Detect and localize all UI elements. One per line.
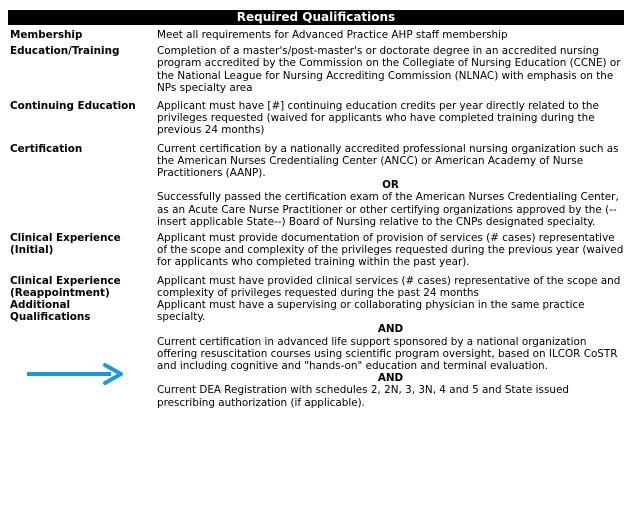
row-text: Applicant must have [#] continuing education credits per year directly related to the privileges requested (waived for applicants who have completed training during the previous 24 months) [157, 100, 599, 137]
row-text: Applicant must have provided clinical services (# cases) representative of the scope and complexity of privileges requested during the past 24 months [157, 274, 621, 299]
row-membership [8, 29, 624, 41]
row-certification [8, 143, 624, 228]
row-label: Continuing Education [10, 100, 136, 113]
row-text: Meet all requirements for Advanced Practice AHP staff membership [157, 29, 508, 41]
arrow-right-icon [27, 363, 127, 385]
row-label: Certification [10, 142, 83, 155]
row-clinical-experience-initial [8, 232, 624, 269]
row-text-alternative: Successfully passed the certification exam of the American Nurses Credentialing Center, as an Acute Care Nurse Practitioner or other certifying organizations approved by the (--insert applicable State--) Board of Nursing relative to the CNPs designated specialty. [157, 191, 619, 228]
row-text: Completion of a master's/post-master's or doctorate degree in an accredited nursing program accredited by the Commission on the Collegiate of Nursing Education (CCNE) or the National League for Nursing Accrediting Commission (NLNAC) with emphasis on the NPs specialty area [157, 45, 621, 94]
row-text: Applicant must provide documentation of provision of services (# cases) representative of the scope and complexity of the privileges requested during the previous year (waived for applicants who completed training within the past year). [157, 232, 624, 269]
and-separator: AND [377, 323, 404, 336]
qualifications-table [8, 10, 624, 409]
row-label: Membership [10, 29, 83, 41]
row-continuing-education [8, 100, 624, 137]
row-additional-qualifications [8, 299, 624, 409]
row-text-dea: Current DEA Registration with schedules 2, 2N, 3, 3N, 4 and 5 and State issued prescribing authorization (if applicable). [157, 384, 569, 409]
table-title: Required Qualifications [8, 10, 624, 25]
row-text: Applicant must have a supervising or collaborating physician in the same practice specialty. [157, 299, 585, 324]
row-label: Clinical Experience (Initial) [10, 232, 121, 257]
row-label: Education/Training [10, 45, 120, 58]
row-text: Current certification by a nationally accredited professional nursing organization such as the American Nurses Credentialing Center (ANCC) or American Academy of Nurse Practitioners (AANP). [157, 142, 619, 180]
row-clinical-experience-reappointment [8, 275, 624, 299]
row-label: Additional Qualifications [10, 299, 91, 324]
and-separator: AND [377, 372, 404, 385]
row-text-life-support: Current certification in advanced life support sponsored by a national organization offering resuscitation courses using scientific program oversight, based on ILCOR CoSTR and including cognitive and "hands-on" education and terminal evaluation. [157, 335, 618, 373]
or-separator: OR [382, 179, 399, 192]
row-education-training [8, 45, 624, 94]
row-label: Clinical Experience (Reappointment) [10, 274, 121, 299]
